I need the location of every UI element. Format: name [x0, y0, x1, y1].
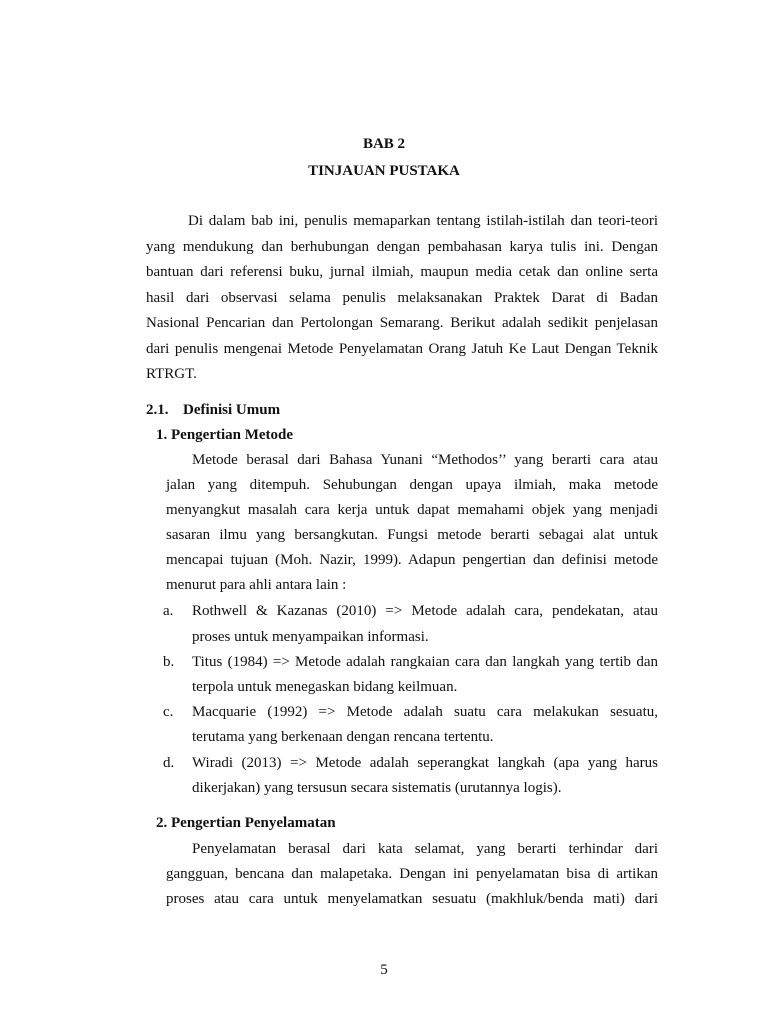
page-number: 5: [380, 962, 388, 978]
body-line: jalan yang ditempuh. Sehubungan dengan upaya ilmiah, maka metode: [166, 477, 658, 493]
section-title: Definisi Umum: [183, 402, 281, 418]
body-line: proses atau cara untuk menyelamatkan sesuatu (makhluk/benda mati) dari: [166, 891, 658, 907]
list-item-line: Titus (1984) => Metode adalah rangkaian cara dan langkah yang tertib dan: [192, 654, 658, 670]
list-marker: a.: [163, 603, 174, 619]
subsection-heading: 1. Pengertian Metode: [156, 427, 294, 443]
body-line: menyangkut masalah cara kerja untuk dapat memahami objek yang menjadi: [166, 502, 658, 518]
intro-line: dari penulis mengenai Metode Penyelamatan Orang Jatuh Ke Laut Dengan Teknik: [146, 341, 658, 357]
list-marker: c.: [163, 704, 174, 720]
section-number: 2.1.: [146, 402, 169, 418]
intro-line: bantuan dari referensi buku, jurnal ilmiah, maupun media cetak dan online serta: [146, 264, 658, 280]
list-item-line: Macquarie (1992) => Metode adalah suatu cara melakukan sesuatu,: [192, 704, 658, 720]
body-line: sasaran ilmu yang bersangkutan. Fungsi metode berarti sebagai alat untuk: [166, 527, 658, 543]
intro-line: yang mendukung dan berhubungan dengan pembahasan karya tulis ini. Dengan: [146, 239, 658, 255]
body-line: gangguan, bencana dan malapetaka. Dengan ini penyelamatan bisa di artikan: [166, 866, 658, 882]
subsection-heading: 2. Pengertian Penyelamatan: [156, 815, 336, 831]
list-item-line: terpola untuk menegaskan bidang keilmuan.: [192, 679, 458, 695]
body-line: menurut para ahli antara lain :: [166, 577, 347, 593]
list-item-line: dikerjakan) yang tersusun secara sistematis (urutannya logis).: [192, 780, 562, 796]
list-item-line: proses untuk menyampaikan informasi.: [192, 629, 429, 645]
body-line: Penyelamatan berasal dari kata selamat, yang berarti terhindar dari: [192, 841, 658, 857]
chapter-title: TINJAUAN PUSTAKA: [308, 163, 460, 179]
list-marker: d.: [163, 755, 175, 771]
list-item-line: Wiradi (2013) => Metode adalah seperangkat langkah (apa yang harus: [192, 755, 658, 771]
list-marker: b.: [163, 654, 175, 670]
list-item-line: terutama yang berkenaan dengan rencana tertentu.: [192, 729, 494, 745]
body-line: mencapai tujuan (Moh. Nazir, 1999). Adapun pengertian dan definisi metode: [166, 552, 658, 568]
intro-line: Nasional Pencarian dan Pertolongan Semarang. Berikut adalah sedikit penjelasan: [146, 315, 658, 331]
body-line: Metode berasal dari Bahasa Yunani “Methodos’’ yang berarti cara atau: [192, 452, 658, 468]
list-item-line: Rothwell & Kazanas (2010) => Metode adalah cara, pendekatan, atau: [192, 603, 658, 619]
intro-line: RTRGT.: [146, 366, 197, 382]
intro-line: Di dalam bab ini, penulis memaparkan tentang istilah-istilah dan teori-teori: [188, 213, 658, 229]
chapter-label: BAB 2: [362, 136, 406, 152]
intro-line: hasil dari observasi selama penulis melaksanakan Praktek Darat di Badan: [146, 290, 658, 306]
